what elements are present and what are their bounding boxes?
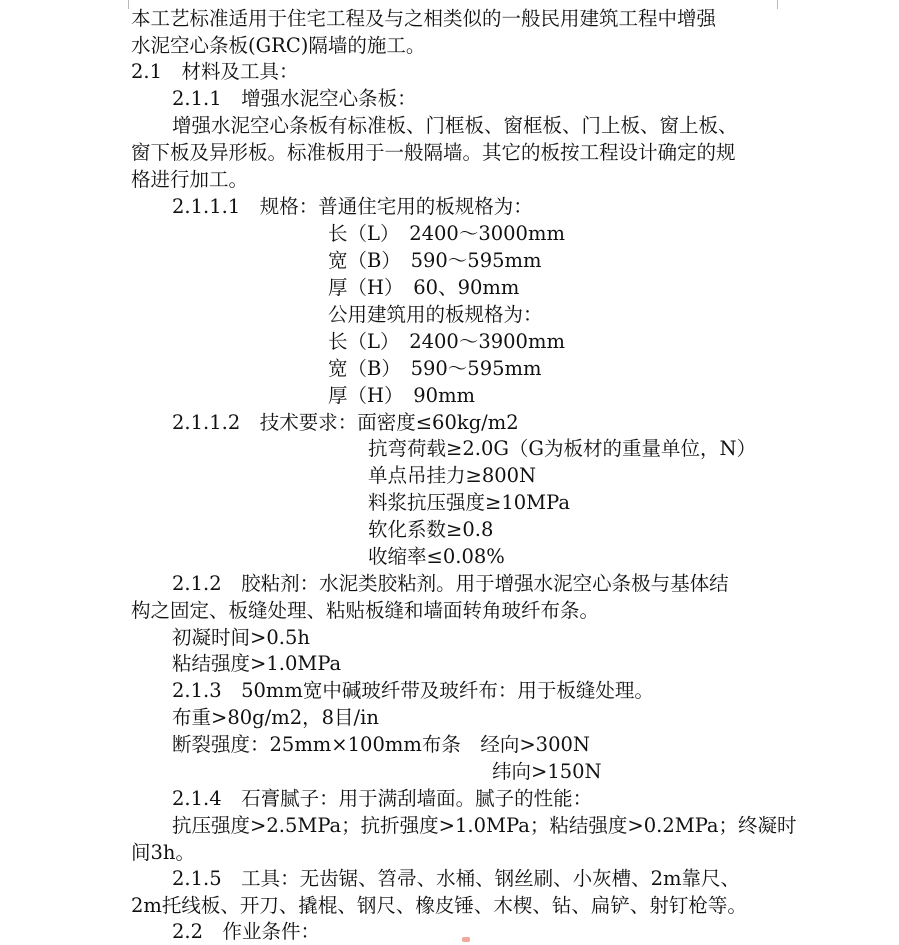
- subsection-heading: 2.1.5 工具：无齿锯、笤帚、水桶、钢丝刷、小灰槽、2m靠尺、: [172, 867, 741, 890]
- spec-line: 抗压强度>2.5MPa；抗折强度>1.0MPa；粘结强度>0.2MPa；终凝时: [172, 814, 797, 837]
- text-line: 水泥空心条板(GRC)隔墙的施工。: [131, 34, 426, 57]
- spec-line: 初凝时间>0.5h: [172, 626, 310, 649]
- text-line: 间3h。: [131, 841, 195, 864]
- spec-line: 长（L） 2400～3900mm: [328, 330, 565, 353]
- spec-line: 单点吊挂力≥800N: [368, 464, 537, 487]
- spec-line: 公用建筑用的板规格为：: [328, 303, 543, 326]
- spec-line: 收缩率≤0.08%: [368, 545, 505, 568]
- spec-line: 料浆抗压强度≥10MPa: [368, 491, 570, 514]
- subsection-heading: 2.1.1.2 技术要求：面密度≤60kg/m2: [172, 411, 519, 434]
- spec-line: 抗弯荷载≥2.0G（G为板材的重量单位，N）: [368, 437, 757, 460]
- subsection-heading: 2.1.4 石膏腻子：用于满刮墙面。腻子的性能：: [172, 787, 593, 810]
- crop-mark-top-right: [777, 0, 794, 9]
- spec-line: 厚（H） 60、90mm: [328, 276, 520, 299]
- section-heading: 2.1 材料及工具：: [131, 60, 299, 83]
- section-heading: 2.2 作业条件：: [172, 920, 321, 943]
- subsection-heading: 2.1.1.1 规格：普通住宅用的板规格为：: [172, 195, 533, 218]
- crop-mark-top-left: [112, 0, 129, 9]
- spec-line: 软化系数≥0.8: [368, 518, 494, 541]
- spec-line: 粘结强度>1.0MPa: [172, 652, 342, 675]
- stamp-mark: [462, 937, 470, 942]
- text-line: 本工艺标准适用于住宅工程及与之相类似的一般民用建筑工程中增强: [131, 7, 717, 30]
- subsection-heading: 2.1.2 胶粘剂：水泥类胶粘剂。用于增强水泥空心条极与基体结: [172, 572, 729, 595]
- text-line: 2m托线板、开刀、撬棍、钢尺、橡皮锤、木楔、钻、扁铲、射钉枪等。: [131, 894, 747, 917]
- spec-line: 长（L） 2400～3000mm: [328, 222, 565, 245]
- subsection-heading: 2.1.1 增强水泥空心条板：: [172, 87, 417, 110]
- subsection-heading: 2.1.3 50mm宽中碱玻纤带及玻纤布：用于板缝处理。: [172, 679, 654, 702]
- spec-line: 宽（B） 590～595mm: [328, 357, 542, 380]
- spec-line: 布重>80g/m2，8目/in: [172, 706, 379, 729]
- spec-line: 宽（B） 590～595mm: [328, 249, 542, 272]
- spec-line: 厚（H） 90mm: [328, 384, 476, 407]
- text-line: 格进行加工。: [131, 168, 249, 191]
- spec-line: 断裂强度：25mm×100mm布条 经向>300N: [172, 733, 590, 756]
- text-line: 窗下板及异形板。标准板用于一般隔墙。其它的板按工程设计确定的规: [131, 141, 736, 164]
- text-line: 增强水泥空心条板有标准板、门框板、窗框板、门上板、窗上板、: [172, 114, 738, 137]
- spec-line: 纬向>150N: [492, 760, 602, 783]
- text-line: 构之固定、板缝处理、粘贴板缝和墙面转角玻纤布条。: [131, 599, 600, 622]
